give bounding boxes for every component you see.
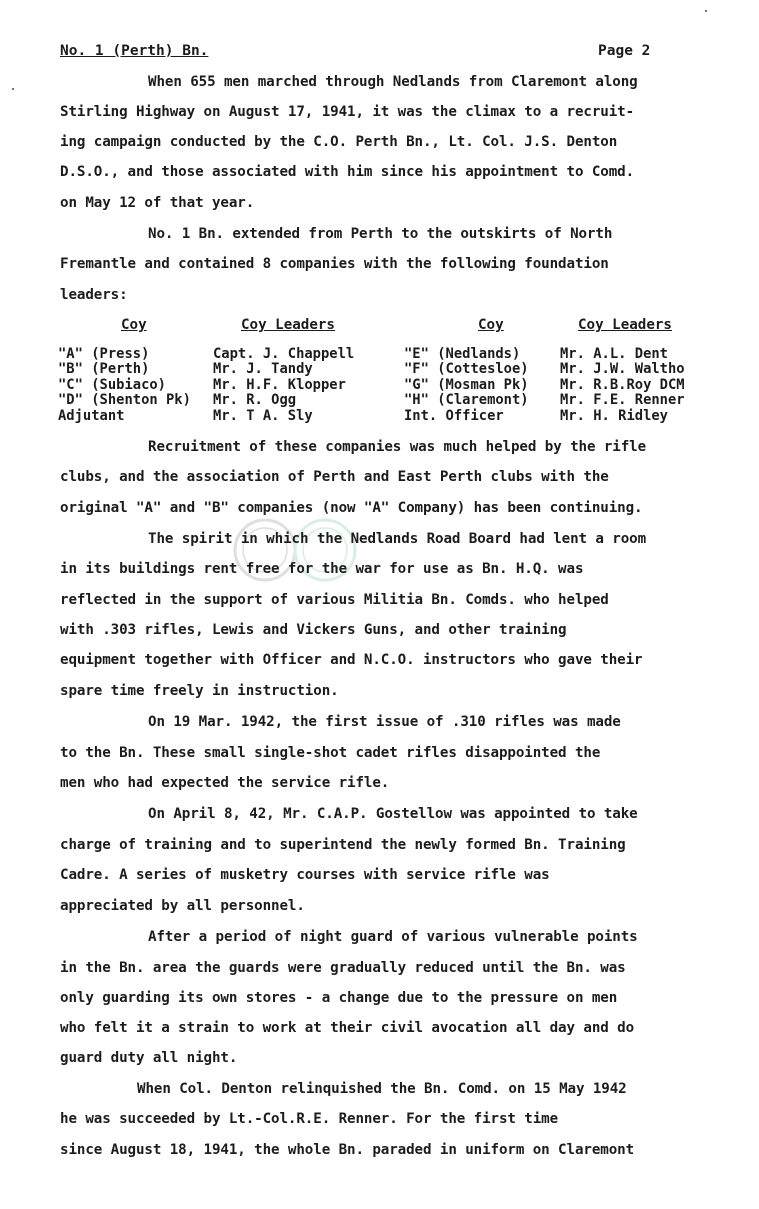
document-title: No. 1 (Perth) Bn. bbox=[60, 43, 209, 59]
table-cell-coy: "A" (Press) bbox=[58, 346, 150, 362]
paragraph-line: Recruitment of these companies was much helped by the rifle bbox=[148, 439, 647, 455]
paragraph-line: with .303 rifles, Lewis and Vickers Guns, and other training bbox=[60, 622, 567, 638]
paragraph-line: Stirling Highway on August 17, 1941, it was the climax to a recruit- bbox=[60, 104, 635, 120]
table-cell-coy: "B" (Perth) bbox=[58, 361, 150, 377]
paragraph-line: in the Bn. area the guards were gradually reduced until the Bn. was bbox=[60, 960, 626, 976]
table-cell-leader: Mr. H.F. Klopper bbox=[213, 377, 346, 393]
scan-speck bbox=[705, 10, 707, 12]
paragraph-line: to the Bn. These small single-shot cadet rifles disappointed the bbox=[60, 745, 601, 761]
paragraph-line: appreciated by all personnel. bbox=[60, 898, 305, 914]
paragraph-line: On April 8, 42, Mr. C.A.P. Gostellow was appointed to take bbox=[148, 806, 638, 822]
paragraph-line: original "A" and "B" companies (now "A" Company) has been continuing. bbox=[60, 500, 643, 516]
table-header-coy-leaders: Coy Leaders bbox=[578, 317, 672, 333]
table-cell-leader: Mr. H. Ridley bbox=[560, 408, 668, 424]
paragraph-line: since August 18, 1941, the whole Bn. paraded in uniform on Claremont bbox=[60, 1142, 635, 1158]
table-header-coy: Coy bbox=[478, 317, 504, 333]
paragraph-line: who felt it a strain to work at their civil avocation all day and do bbox=[60, 1020, 635, 1036]
table-header-coy: Coy bbox=[121, 317, 147, 333]
paragraph-line: The spirit in which the Nedlands Road Board had lent a room bbox=[148, 531, 647, 547]
paragraph-line: in its buildings rent free for the war for use as Bn. H.Q. was bbox=[60, 561, 584, 577]
page-number: Page 2 bbox=[598, 43, 651, 59]
table-cell-leader: Mr. J. Tandy bbox=[213, 361, 313, 377]
paragraph-line: charge of training and to superintend the newly formed Bn. Training bbox=[60, 837, 626, 853]
table-cell-leader: Mr. R.B.Roy DCM bbox=[560, 377, 685, 393]
paragraph-line: leaders: bbox=[60, 287, 128, 303]
table-cell-coy: "G" (Mosman Pk) bbox=[404, 377, 529, 393]
table-cell-coy: Int. Officer bbox=[404, 408, 504, 424]
paragraph-line: he was succeeded by Lt.-Col.R.E. Renner. For the first time bbox=[60, 1111, 559, 1127]
table-cell-leader: Capt. J. Chappell bbox=[213, 346, 355, 362]
paragraph-line: reflected in the support of various Militia Bn. Comds. who helped bbox=[60, 592, 609, 608]
paragraph-line: On 19 Mar. 1942, the first issue of .310 rifles was made bbox=[148, 714, 621, 730]
paragraph-line: Cadre. A series of musketry courses with service rifle was bbox=[60, 867, 550, 883]
paragraph-line: spare time freely in instruction. bbox=[60, 683, 339, 699]
paragraph-line: When 655 men marched through Nedlands from Claremont along bbox=[148, 74, 638, 90]
paragraph-line: equipment together with Officer and N.C.O. instructors who gave their bbox=[60, 652, 643, 668]
paragraph-line: guard duty all night. bbox=[60, 1050, 238, 1066]
paragraph-line: When Col. Denton relinquished the Bn. Comd. on 15 May 1942 bbox=[137, 1081, 627, 1097]
table-cell-coy: "F" (Cottesloe) bbox=[404, 361, 529, 377]
table-cell-leader: Mr. J.W. Waltho bbox=[560, 361, 685, 377]
table-cell-leader: Mr. F.E. Renner bbox=[560, 392, 685, 408]
paragraph-line: on May 12 of that year. bbox=[60, 195, 255, 211]
paragraph-line: Fremantle and contained 8 companies with the following foundation bbox=[60, 256, 609, 272]
table-cell-leader: Mr. A.L. Dent bbox=[560, 346, 668, 362]
paragraph-line: ing campaign conducted by the C.O. Perth Bn., Lt. Col. J.S. Denton bbox=[60, 134, 618, 150]
table-cell-leader: Mr. T A. Sly bbox=[213, 408, 313, 424]
table-header-coy-leaders: Coy Leaders bbox=[241, 317, 335, 333]
paragraph-line: D.S.O., and those associated with him since his appointment to Comd. bbox=[60, 164, 635, 180]
table-cell-coy: "H" (Claremont) bbox=[404, 392, 529, 408]
table-cell-coy: "D" (Shenton Pk) bbox=[58, 392, 191, 408]
paragraph-line: After a period of night guard of various vulnerable points bbox=[148, 929, 638, 945]
faded-stamp-watermark bbox=[230, 505, 360, 595]
paragraph-line: only guarding its own stores - a change due to the pressure on men bbox=[60, 990, 618, 1006]
table-cell-coy: "E" (Nedlands) bbox=[404, 346, 521, 362]
table-cell-leader: Mr. R. Ogg bbox=[213, 392, 297, 408]
table-cell-coy: "C" (Subiaco) bbox=[58, 377, 166, 393]
table-cell-coy: Adjutant bbox=[58, 408, 125, 424]
paragraph-line: men who had expected the service rifle. bbox=[60, 775, 390, 791]
scan-speck bbox=[12, 88, 14, 90]
paragraph-line: clubs, and the association of Perth and East Perth clubs with the bbox=[60, 469, 609, 485]
paragraph-line: No. 1 Bn. extended from Perth to the outskirts of North bbox=[148, 226, 613, 242]
